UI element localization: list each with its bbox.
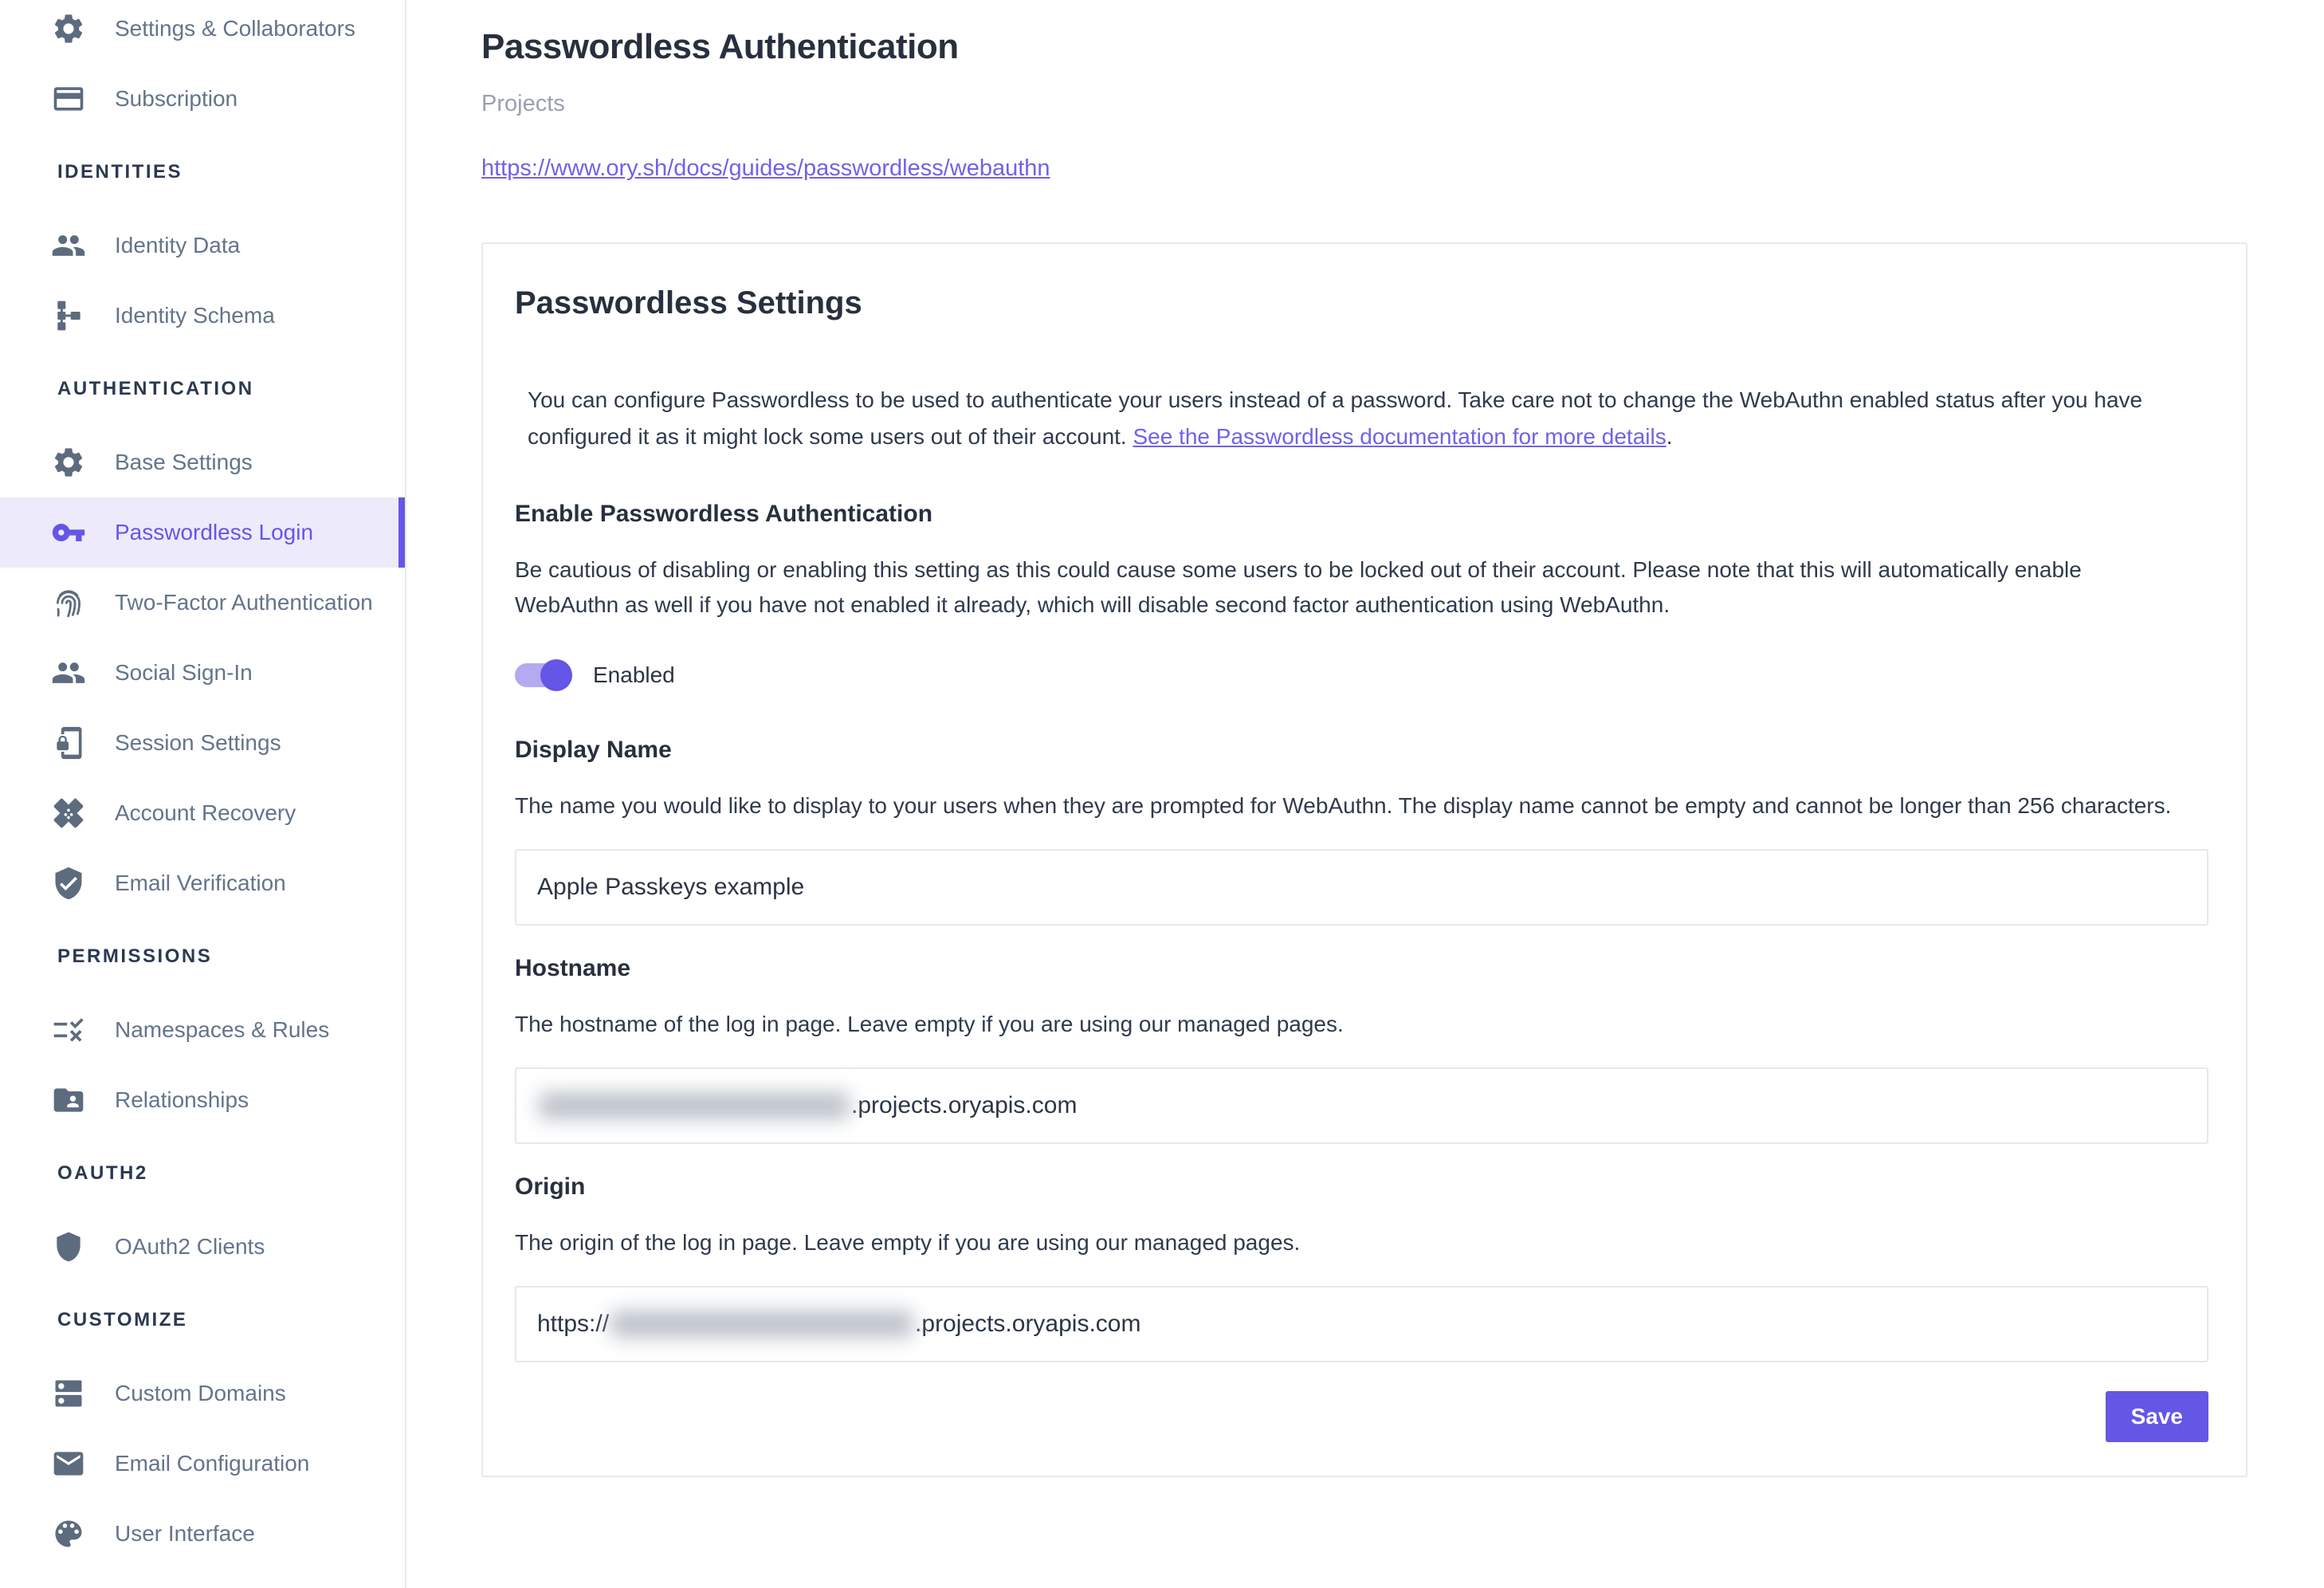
key-icon bbox=[51, 515, 86, 550]
sidebar-item-passwordless-login[interactable] bbox=[0, 497, 405, 568]
sidebar-item-label: Email Verification bbox=[115, 871, 286, 895]
display-name-label: Display Name bbox=[515, 737, 672, 763]
display-name-description: The name you would like to display to your users when they are prompted for WebAuthn. The display name cannot be empty and cannot be longer than 256 characters. bbox=[515, 793, 2172, 818]
sidebar-item-oauth2-clients[interactable] bbox=[0, 1212, 405, 1282]
gear-icon bbox=[51, 445, 86, 480]
sidebar-item-label: Identity Data bbox=[115, 233, 241, 257]
sidebar-item-identity-schema[interactable] bbox=[0, 281, 405, 351]
folder-user-icon bbox=[51, 1083, 86, 1118]
credit-card-icon bbox=[51, 81, 86, 116]
enable-passwordless-label: Enable Passwordless Authentication bbox=[515, 501, 933, 527]
origin-input[interactable] bbox=[515, 1286, 2208, 1362]
display-name-group bbox=[515, 736, 2208, 926]
breadcrumb: Projects bbox=[481, 91, 565, 116]
toggle-row bbox=[515, 659, 2208, 691]
sidebar-item-label: Subscription bbox=[115, 86, 238, 111]
enable-passwordless-group bbox=[515, 500, 2208, 691]
redacted-hostname-segment bbox=[539, 1092, 850, 1119]
main-content bbox=[406, 0, 2324, 1588]
gear-icon bbox=[51, 11, 86, 46]
sidebar-item-two-factor[interactable] bbox=[0, 568, 405, 638]
page-title: Passwordless Authentication bbox=[481, 27, 959, 66]
toggle-knob bbox=[540, 659, 572, 691]
people-icon bbox=[51, 228, 86, 263]
sidebar-item-label: Relationships bbox=[115, 1087, 249, 1112]
save-row bbox=[515, 1391, 2208, 1442]
shield-check-icon bbox=[51, 866, 86, 901]
display-name-input[interactable] bbox=[515, 849, 2208, 926]
hostname-suffix: .projects.oryapis.com bbox=[851, 1092, 1078, 1118]
sidebar-section-permissions: PERMISSIONS bbox=[57, 945, 213, 967]
sidebar-item-subscription[interactable] bbox=[0, 64, 405, 134]
palette-icon bbox=[51, 1516, 86, 1551]
sidebar-item-label: Social Sign-In bbox=[115, 660, 253, 685]
people-icon bbox=[51, 655, 86, 690]
enable-passwordless-description: Be cautious of disabling or enabling this setting as this could cause some users to be locked out of their account. Please note that this will automatically enable WebAuthn as well if you have not enabled it already, which will disable second factor authentication using WebAuthn. bbox=[515, 557, 2082, 617]
sidebar-nav bbox=[0, 0, 405, 1569]
fingerprint-icon bbox=[51, 585, 86, 620]
sidebar-item-label: Two-Factor Authentication bbox=[115, 590, 373, 615]
sidebar-item-email-configuration[interactable] bbox=[0, 1429, 405, 1499]
hostname-description: The hostname of the log in page. Leave empty if you are using our managed pages. bbox=[515, 1012, 1344, 1036]
sidebar-section-customize: CUSTOMIZE bbox=[57, 1309, 188, 1331]
sidebar-item-base-settings[interactable] bbox=[0, 427, 405, 497]
hostname-input[interactable] bbox=[515, 1067, 2208, 1144]
save-button[interactable]: Save bbox=[2106, 1391, 2208, 1442]
passwordless-toggle[interactable] bbox=[515, 663, 569, 687]
sidebar-item-label: OAuth2 Clients bbox=[115, 1234, 265, 1259]
sidebar-item-namespaces-rules[interactable] bbox=[0, 995, 405, 1065]
shield-icon bbox=[51, 1229, 86, 1264]
sidebar-item-settings-collaborators[interactable] bbox=[0, 0, 405, 64]
sidebar-item-label: Account Recovery bbox=[115, 800, 296, 825]
sidebar-item-label: Namespaces & Rules bbox=[115, 1017, 330, 1042]
sidebar-item-label: Custom Domains bbox=[115, 1381, 286, 1405]
sidebar-item-label: Settings & Collaborators bbox=[115, 16, 355, 41]
phone-lock-icon bbox=[51, 725, 86, 761]
origin-label: Origin bbox=[515, 1173, 586, 1200]
sidebar-item-label: User Interface bbox=[115, 1521, 255, 1546]
origin-prefix: https:// bbox=[537, 1311, 610, 1337]
passwordless-settings-card bbox=[481, 242, 2247, 1477]
schema-icon bbox=[51, 298, 86, 333]
sidebar-section-identities: IDENTITIES bbox=[57, 161, 183, 183]
sidebar-item-account-recovery[interactable] bbox=[0, 778, 405, 848]
sidebar-item-label: Session Settings bbox=[115, 730, 281, 755]
origin-group bbox=[515, 1173, 2208, 1362]
sidebar-section-authentication: AUTHENTICATION bbox=[57, 378, 254, 399]
passwordless-docs-link[interactable]: See the Passwordless documentation for more details bbox=[1133, 424, 1666, 449]
hostname-label: Hostname bbox=[515, 955, 631, 981]
rule-check-icon bbox=[51, 1012, 86, 1048]
sidebar-item-user-interface[interactable] bbox=[0, 1499, 405, 1569]
servers-icon bbox=[51, 1376, 86, 1411]
toggle-state-label: Enabled bbox=[593, 662, 675, 687]
card-title: Passwordless Settings bbox=[515, 285, 862, 320]
intro-suffix: . bbox=[1666, 424, 1673, 449]
sidebar-item-identity-data[interactable] bbox=[0, 210, 405, 281]
sidebar-item-custom-domains[interactable] bbox=[0, 1358, 405, 1429]
origin-description: The origin of the log in page. Leave empty if you are using our managed pages. bbox=[515, 1230, 1301, 1255]
webauthn-docs-link[interactable]: https://www.ory.sh/docs/guides/passwordless/webauthn bbox=[481, 155, 1050, 181]
sidebar-item-social-sign-in[interactable] bbox=[0, 638, 405, 708]
redacted-origin-segment bbox=[610, 1311, 913, 1338]
hostname-group bbox=[515, 954, 2208, 1144]
sidebar bbox=[0, 0, 406, 1588]
sidebar-item-label: Identity Schema bbox=[115, 303, 275, 328]
card-intro bbox=[528, 382, 2169, 455]
sidebar-item-email-verification[interactable] bbox=[0, 848, 405, 918]
sidebar-item-relationships[interactable] bbox=[0, 1065, 405, 1135]
sidebar-item-session-settings[interactable] bbox=[0, 708, 405, 778]
bandage-icon bbox=[51, 796, 86, 831]
sidebar-item-label: Base Settings bbox=[115, 450, 253, 474]
sidebar-section-oauth2: OAUTH2 bbox=[57, 1162, 148, 1184]
origin-suffix: .projects.oryapis.com bbox=[915, 1311, 1141, 1337]
intro-text: You can configure Passwordless to be used to authenticate your users instead of a password. Take care not to change the WebAuthn enabled status after you have configured it as it might lock some users out of their account. bbox=[528, 387, 2143, 449]
sidebar-item-label: Passwordless Login bbox=[115, 520, 314, 544]
envelope-icon bbox=[51, 1446, 86, 1481]
sidebar-item-label: Email Configuration bbox=[115, 1451, 310, 1476]
